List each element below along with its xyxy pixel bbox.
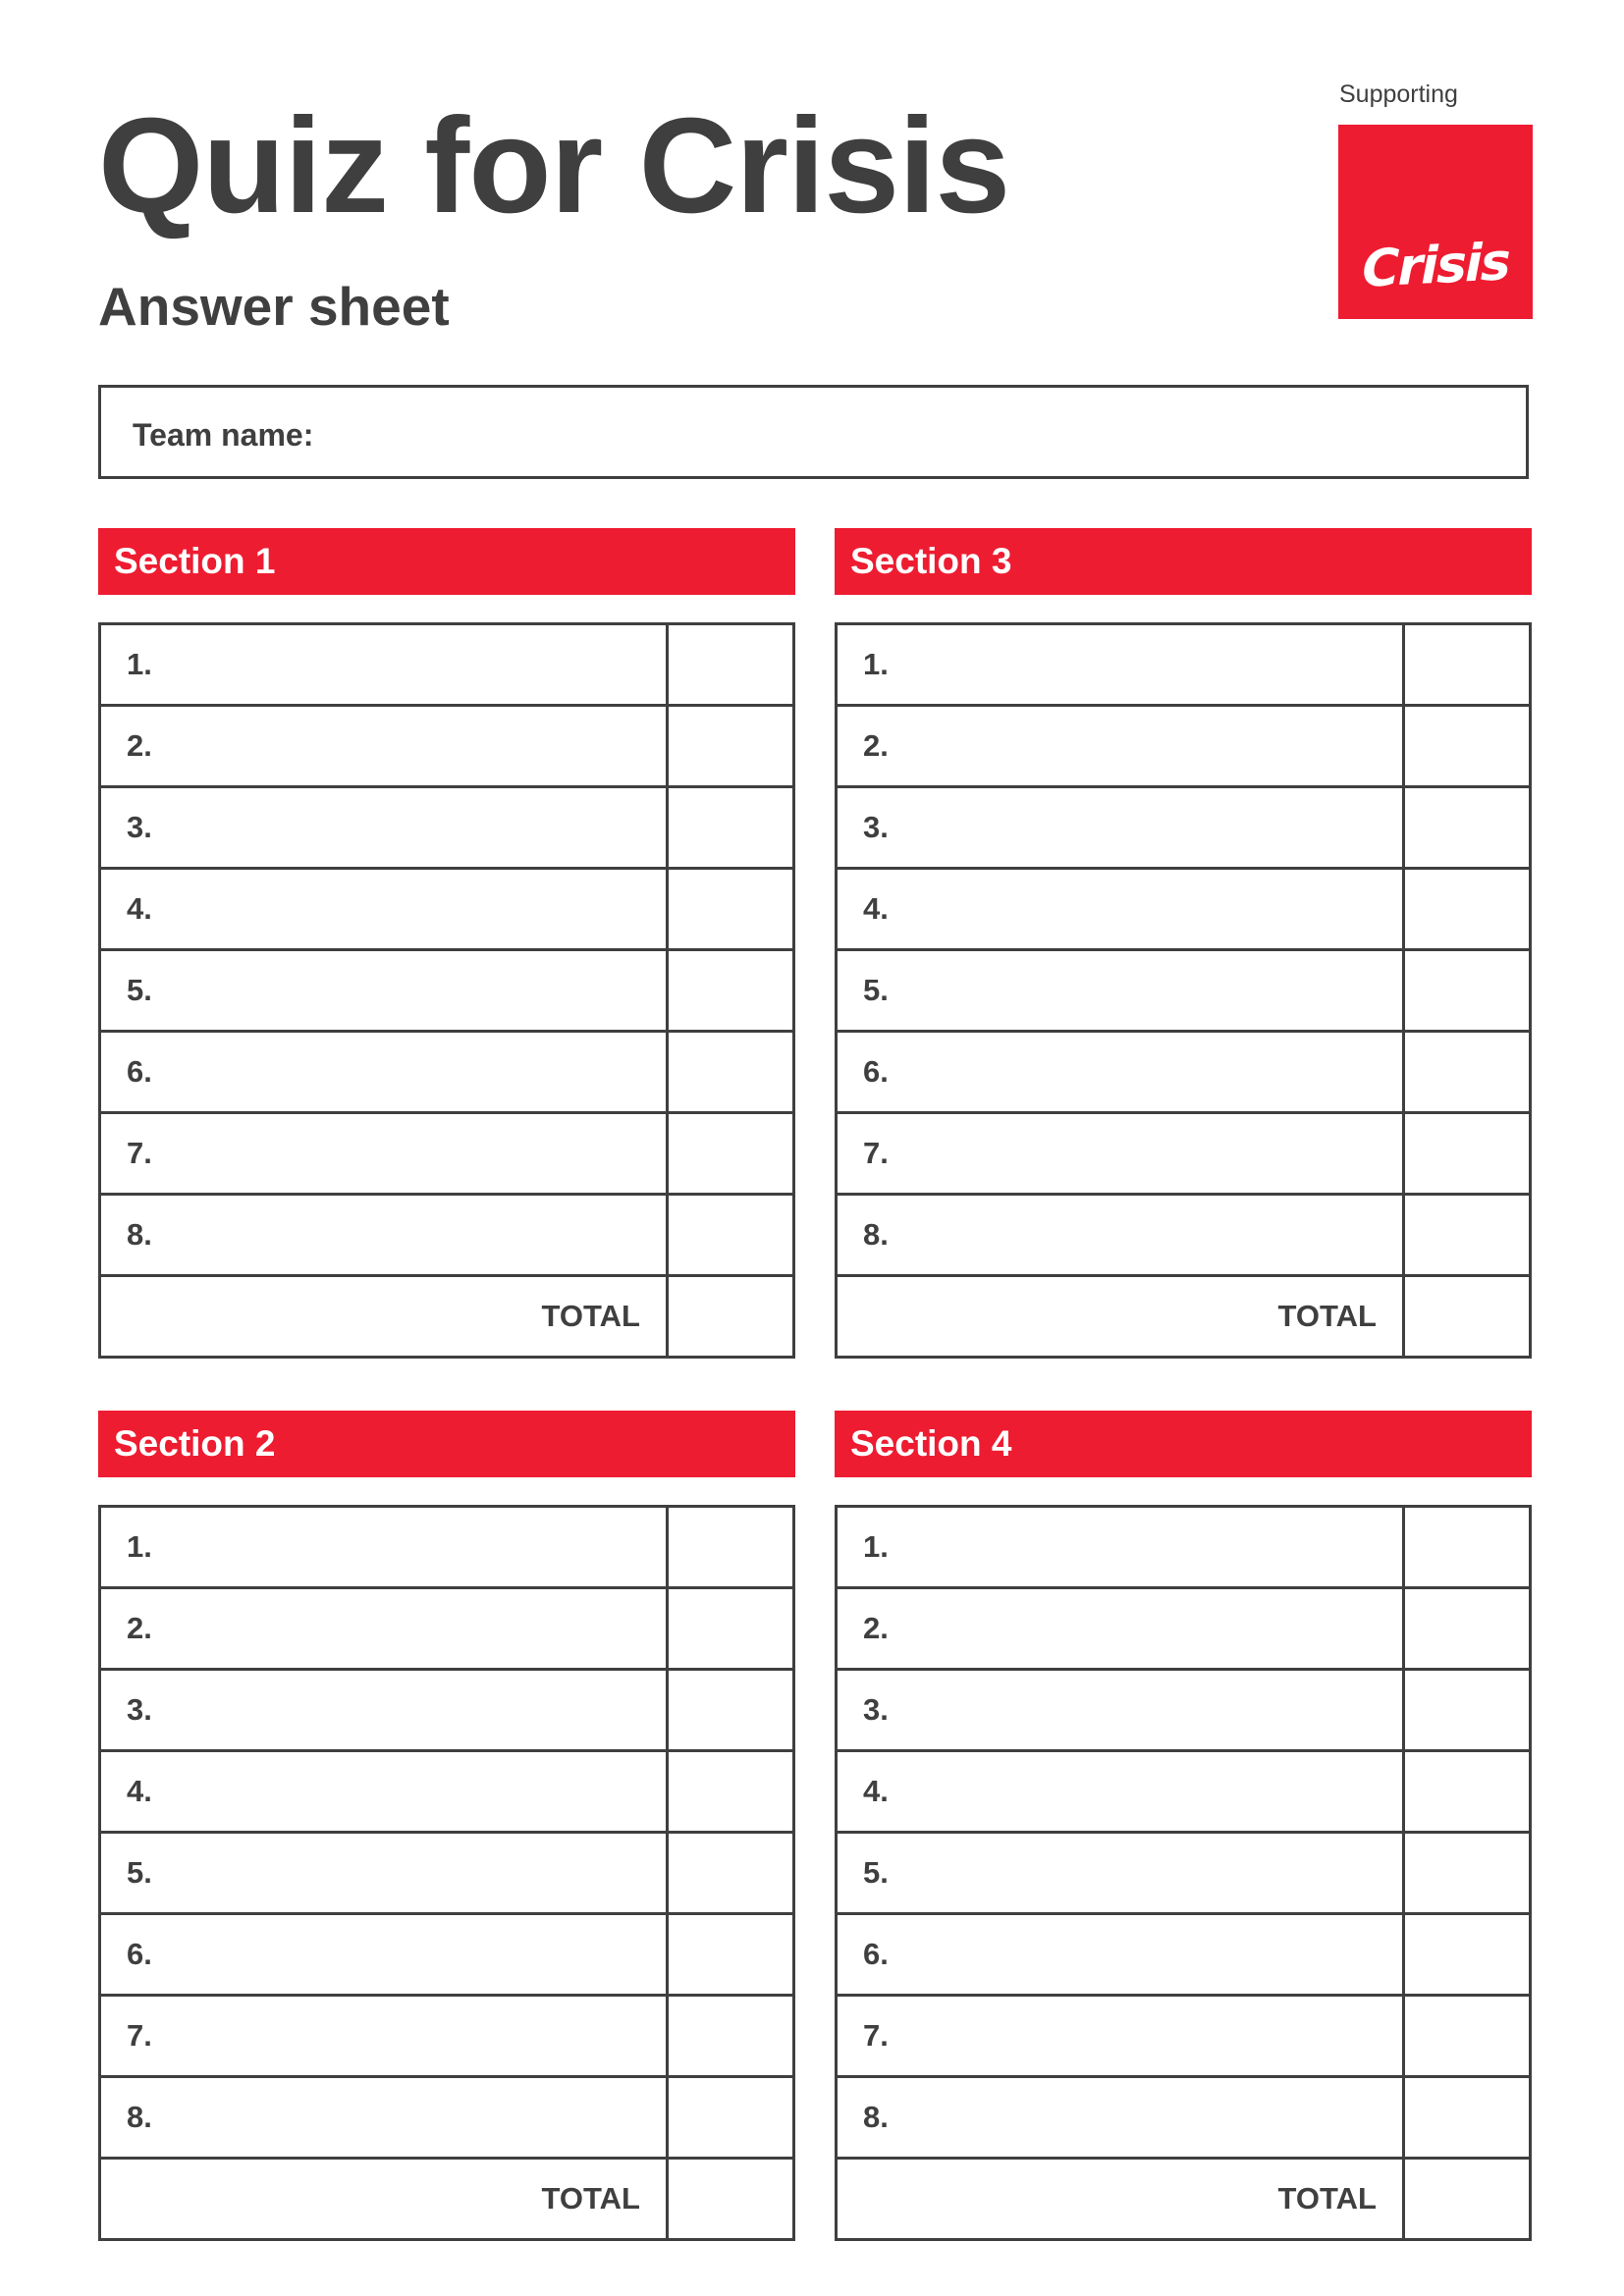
crisis-logo — [1338, 125, 1533, 319]
table-row — [101, 2075, 792, 2157]
page-title: Quiz for Crisis — [98, 90, 1010, 241]
table-row — [101, 785, 792, 867]
score-cell[interactable] — [1405, 1589, 1529, 1668]
answer-table — [98, 1505, 795, 2241]
answer-cell[interactable]: 2. — [838, 1589, 1405, 1668]
table-row — [838, 1994, 1529, 2075]
score-cell[interactable] — [669, 1997, 792, 2075]
table-row — [838, 1749, 1529, 1831]
team-name-label: Team name: — [133, 417, 314, 453]
table-row — [838, 1831, 1529, 1912]
score-cell[interactable] — [1405, 1508, 1529, 1586]
score-cell[interactable] — [669, 1752, 792, 1831]
table-row — [101, 1831, 792, 1912]
logo-wordmark: Crisis — [1362, 233, 1509, 299]
score-cell[interactable] — [1405, 870, 1529, 948]
table-row — [838, 1111, 1529, 1193]
score-cell[interactable] — [1405, 625, 1529, 704]
score-cell[interactable] — [669, 788, 792, 867]
total-row — [838, 1274, 1529, 1356]
score-cell[interactable] — [669, 1671, 792, 1749]
total-row — [101, 1274, 792, 1356]
answer-cell[interactable]: 3. — [101, 788, 669, 867]
answer-table — [835, 1505, 1532, 2241]
total-label: TOTAL — [101, 1277, 669, 1356]
score-cell[interactable] — [669, 1834, 792, 1912]
table-row — [838, 625, 1529, 704]
total-score-cell[interactable] — [669, 2160, 792, 2238]
answer-cell[interactable]: 6. — [101, 1033, 669, 1111]
section-3 — [835, 528, 1532, 1359]
answer-cell[interactable]: 3. — [838, 788, 1405, 867]
answer-cell[interactable]: 1. — [101, 1508, 669, 1586]
team-name-field[interactable] — [98, 385, 1529, 479]
answer-cell[interactable]: 5. — [101, 1834, 669, 1912]
section-header: Section 1 — [98, 528, 795, 595]
answer-cell[interactable]: 5. — [838, 951, 1405, 1030]
section-2 — [98, 1411, 795, 2241]
answer-cell[interactable]: 7. — [838, 1114, 1405, 1193]
answer-cell[interactable]: 2. — [101, 1589, 669, 1668]
total-label: TOTAL — [101, 2160, 669, 2238]
table-row — [838, 1912, 1529, 1994]
score-cell[interactable] — [1405, 1671, 1529, 1749]
score-cell[interactable] — [669, 1589, 792, 1668]
answer-cell[interactable]: 6. — [838, 1915, 1405, 1994]
answer-table — [98, 622, 795, 1359]
score-cell[interactable] — [669, 2078, 792, 2157]
score-cell[interactable] — [1405, 1997, 1529, 2075]
table-row — [101, 1030, 792, 1111]
score-cell[interactable] — [669, 1196, 792, 1274]
total-score-cell[interactable] — [1405, 2160, 1529, 2238]
section-4 — [835, 1411, 1532, 2241]
answer-cell[interactable]: 1. — [838, 625, 1405, 704]
supporting-label: Supporting — [1339, 80, 1458, 108]
section-header: Section 2 — [98, 1411, 795, 1477]
answer-cell[interactable]: 1. — [838, 1508, 1405, 1586]
answer-cell[interactable]: 1. — [101, 625, 669, 704]
table-row — [101, 704, 792, 785]
table-row — [101, 867, 792, 948]
total-row — [101, 2157, 792, 2238]
score-cell[interactable] — [669, 625, 792, 704]
section-header: Section 4 — [835, 1411, 1532, 1477]
answer-cell[interactable]: 7. — [101, 1997, 669, 2075]
table-row — [838, 1586, 1529, 1668]
answer-cell[interactable]: 4. — [101, 1752, 669, 1831]
score-cell[interactable] — [1405, 1114, 1529, 1193]
answer-cell[interactable]: 3. — [101, 1671, 669, 1749]
table-row — [101, 1668, 792, 1749]
score-cell[interactable] — [669, 1033, 792, 1111]
answer-cell[interactable]: 4. — [838, 870, 1405, 948]
table-row — [838, 1508, 1529, 1586]
table-row — [101, 625, 792, 704]
total-score-cell[interactable] — [669, 1277, 792, 1356]
answer-cell[interactable]: 4. — [838, 1752, 1405, 1831]
table-row — [101, 1749, 792, 1831]
table-row — [838, 1668, 1529, 1749]
score-cell[interactable] — [669, 951, 792, 1030]
table-row — [101, 1912, 792, 1994]
total-label: TOTAL — [838, 1277, 1405, 1356]
score-cell[interactable] — [669, 1114, 792, 1193]
table-row — [101, 1111, 792, 1193]
score-cell[interactable] — [1405, 1752, 1529, 1831]
table-row — [838, 704, 1529, 785]
table-row — [838, 1030, 1529, 1111]
score-cell[interactable] — [1405, 1196, 1529, 1274]
answer-cell[interactable]: 2. — [101, 707, 669, 785]
score-cell[interactable] — [1405, 1834, 1529, 1912]
answer-cell[interactable]: 7. — [101, 1114, 669, 1193]
total-score-cell[interactable] — [1405, 1277, 1529, 1356]
answer-cell[interactable]: 6. — [101, 1915, 669, 1994]
score-cell[interactable] — [1405, 951, 1529, 1030]
section-header: Section 3 — [835, 528, 1532, 595]
score-cell[interactable] — [669, 707, 792, 785]
table-row — [838, 948, 1529, 1030]
table-row — [101, 1586, 792, 1668]
answer-cell[interactable]: 6. — [838, 1033, 1405, 1111]
table-row — [838, 2075, 1529, 2157]
table-row — [101, 1994, 792, 2075]
answer-cell[interactable]: 2. — [838, 707, 1405, 785]
score-cell[interactable] — [1405, 1915, 1529, 1994]
answer-cell[interactable]: 8. — [101, 2078, 669, 2157]
score-cell[interactable] — [669, 1508, 792, 1586]
answer-table — [835, 622, 1532, 1359]
score-cell[interactable] — [669, 870, 792, 948]
table-row — [101, 948, 792, 1030]
answer-cell[interactable]: 8. — [838, 2078, 1405, 2157]
answer-cell[interactable]: 8. — [838, 1196, 1405, 1274]
table-row — [838, 867, 1529, 948]
table-row — [101, 1193, 792, 1274]
score-cell[interactable] — [1405, 788, 1529, 867]
answer-cell[interactable]: 5. — [101, 951, 669, 1030]
score-cell[interactable] — [669, 1915, 792, 1994]
answer-cell[interactable]: 4. — [101, 870, 669, 948]
answer-cell[interactable]: 7. — [838, 1997, 1405, 2075]
answer-cell[interactable]: 3. — [838, 1671, 1405, 1749]
answer-cell[interactable]: 8. — [101, 1196, 669, 1274]
total-row — [838, 2157, 1529, 2238]
total-label: TOTAL — [838, 2160, 1405, 2238]
section-1 — [98, 528, 795, 1359]
table-row — [838, 785, 1529, 867]
answer-cell[interactable]: 5. — [838, 1834, 1405, 1912]
page-subtitle: Answer sheet — [98, 276, 450, 337]
score-cell[interactable] — [1405, 2078, 1529, 2157]
table-row — [838, 1193, 1529, 1274]
score-cell[interactable] — [1405, 1033, 1529, 1111]
score-cell[interactable] — [1405, 707, 1529, 785]
table-row — [101, 1508, 792, 1586]
